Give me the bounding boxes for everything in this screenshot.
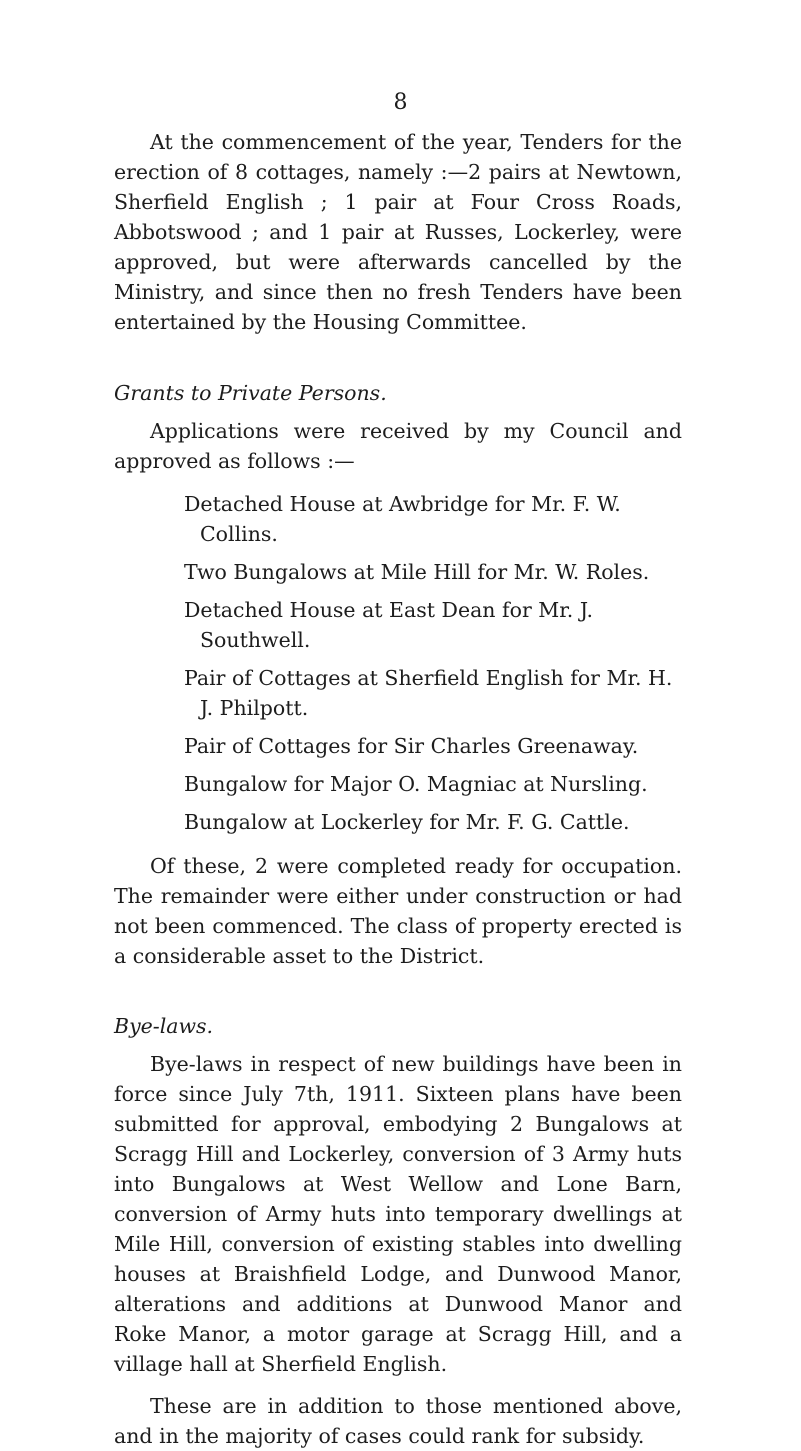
list-item: Two Bungalows at Mile Hill for Mr. W. Roles. <box>184 560 650 584</box>
grants-intro: Applications were received by my Council and approved as follows :— <box>114 419 682 473</box>
page-number: 8 <box>393 90 408 115</box>
byelaws-paragraph: Bye-laws in respect of new buildings have been in force since July 7th, 1911. Sixteen plans have been submitted for approval, embodying 2 Bungalows at Scragg Hill and Lockerley, conversion of 3 Army huts into Bungalows at West Wellow and Lone Barn, conversion of Army huts into temporary dwellings at Mile Hill, conversion of existing stables into dwelling houses at Braishfield Lodge, and Dunwood Manor, alterations and additions at Dunwood Manor and Roke Manor, a motor garage at Scragg Hill, and a village hall at Sherfield English. <box>114 1052 682 1376</box>
list-item: Detached House at Awbridge for Mr. F. W. Collins. <box>184 492 621 546</box>
list-item: Pair of Cottages for Sir Charles Greenaway. <box>184 734 639 758</box>
list-item: Pair of Cottages at Sherfield English for Mr. H. J. Philpott. <box>184 666 673 720</box>
list-item: Bungalow for Major O. Magniac at Nursling. <box>184 772 648 796</box>
tenders-paragraph: At the commencement of the year, Tenders for the erection of 8 cottages, namely :—2 pairs at Newtown, Sherfield English ; 1 pair at Four Cross Roads, Abbotswood ; and 1 pair at Russes, Lockerley, were approved, but were afterwards cancelled by the Ministry, and since then no fresh Tenders have been entertained by the Housing Committee. <box>114 130 682 334</box>
grants-heading: Grants to Private Persons. <box>114 381 387 405</box>
byelaws-closing: These are in addition to those mentioned above, and in the majority of cases could rank for subsidy. <box>114 1394 682 1448</box>
page-content <box>114 127 682 1451</box>
list-item: Bungalow at Lockerley for Mr. F. G. Cattle. <box>184 810 630 834</box>
byelaws-heading: Bye-laws. <box>114 1014 214 1038</box>
list-item: Detached House at East Dean for Mr. J. Southwell. <box>184 598 593 652</box>
grants-list <box>114 489 682 837</box>
grants-closing: Of these, 2 were completed ready for occupation. The remainder were either under construction or had not been commenced. The class of property erected is a considerable asset to the District. <box>114 854 682 968</box>
